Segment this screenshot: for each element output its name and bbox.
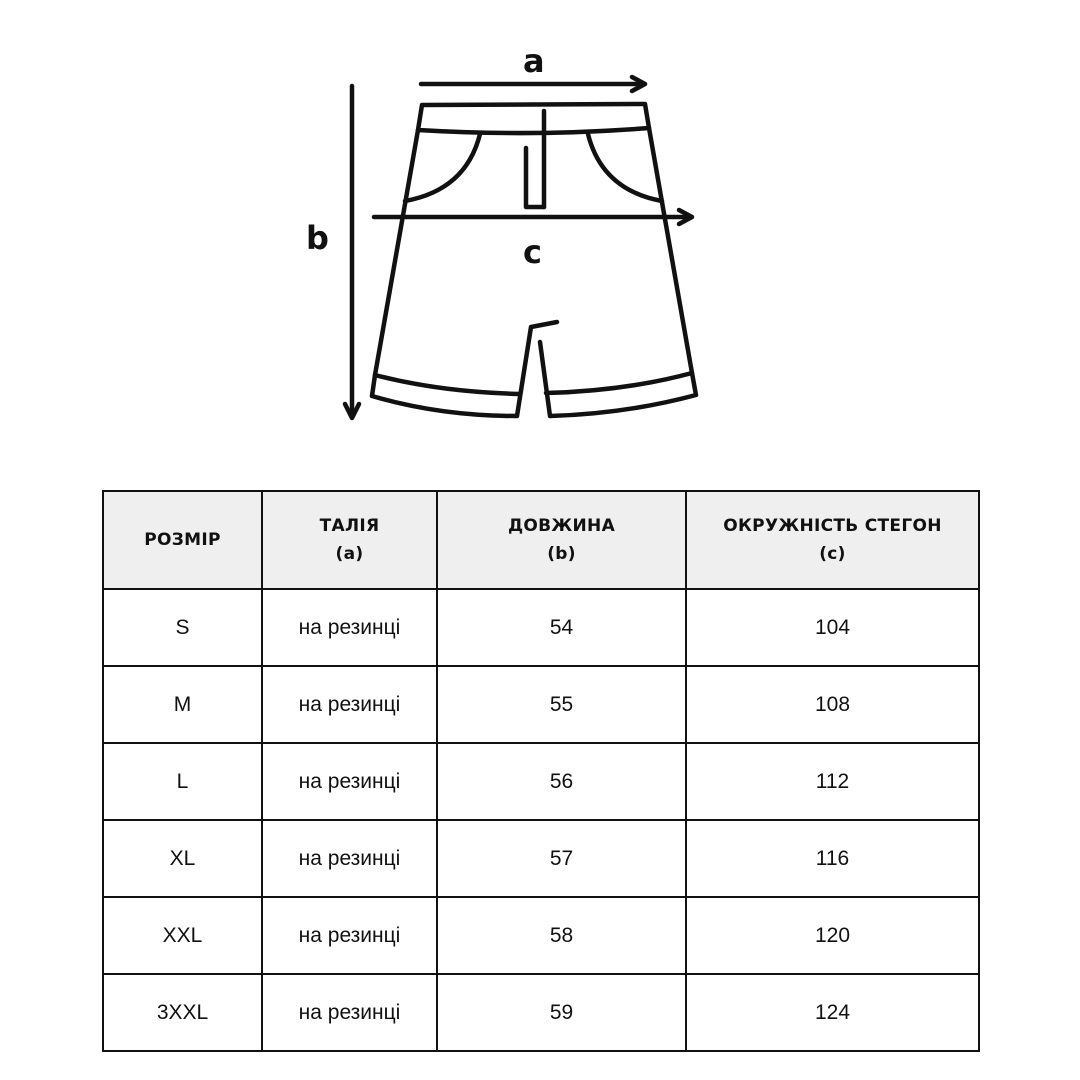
cell-size: S <box>103 589 262 666</box>
waistband <box>418 104 649 133</box>
cell-waist: на резинці <box>262 666 437 743</box>
cell-hip: 124 <box>686 974 979 1051</box>
label-c: c <box>523 233 542 271</box>
right-hem <box>546 373 692 393</box>
cell-hip: 104 <box>686 589 979 666</box>
fly-stitch <box>526 148 544 207</box>
cell-length: 58 <box>437 897 686 974</box>
cell-waist: на резинці <box>262 974 437 1051</box>
size-table <box>102 490 980 1052</box>
cell-size: XL <box>103 820 262 897</box>
table-row <box>103 820 979 897</box>
cell-length: 59 <box>437 974 686 1051</box>
table-row <box>103 589 979 666</box>
cell-hip: 112 <box>686 743 979 820</box>
left-leg <box>372 130 557 416</box>
header-length: ДОВЖИНА (b) <box>437 491 686 589</box>
cell-length: 54 <box>437 589 686 666</box>
left-hem <box>375 375 520 394</box>
cell-length: 57 <box>437 820 686 897</box>
cell-hip: 108 <box>686 666 979 743</box>
cell-size: 3XXL <box>103 974 262 1051</box>
cell-length: 55 <box>437 666 686 743</box>
cell-size: XXL <box>103 897 262 974</box>
header-waist: ТАЛІЯ (a) <box>262 491 437 589</box>
cell-hip: 120 <box>686 897 979 974</box>
cell-hip: 116 <box>686 820 979 897</box>
cell-waist: на резинці <box>262 743 437 820</box>
shorts-measurement-diagram <box>0 0 1080 460</box>
cell-waist: на резинці <box>262 589 437 666</box>
cell-waist: на резинці <box>262 820 437 897</box>
table-row <box>103 743 979 820</box>
header-size: РОЗМІР <box>103 491 262 589</box>
label-b: b <box>306 219 329 257</box>
cell-size: L <box>103 743 262 820</box>
table-body <box>103 589 979 1051</box>
table-row <box>103 666 979 743</box>
cell-length: 56 <box>437 743 686 820</box>
cell-waist: на резинці <box>262 897 437 974</box>
table-row <box>103 974 979 1051</box>
table-header-row <box>103 491 979 589</box>
right-leg <box>540 128 696 416</box>
label-a: a <box>523 42 545 80</box>
header-hip: ОКРУЖНІСТЬ СТЕГОН (c) <box>686 491 979 589</box>
cell-size: M <box>103 666 262 743</box>
table-row <box>103 897 979 974</box>
